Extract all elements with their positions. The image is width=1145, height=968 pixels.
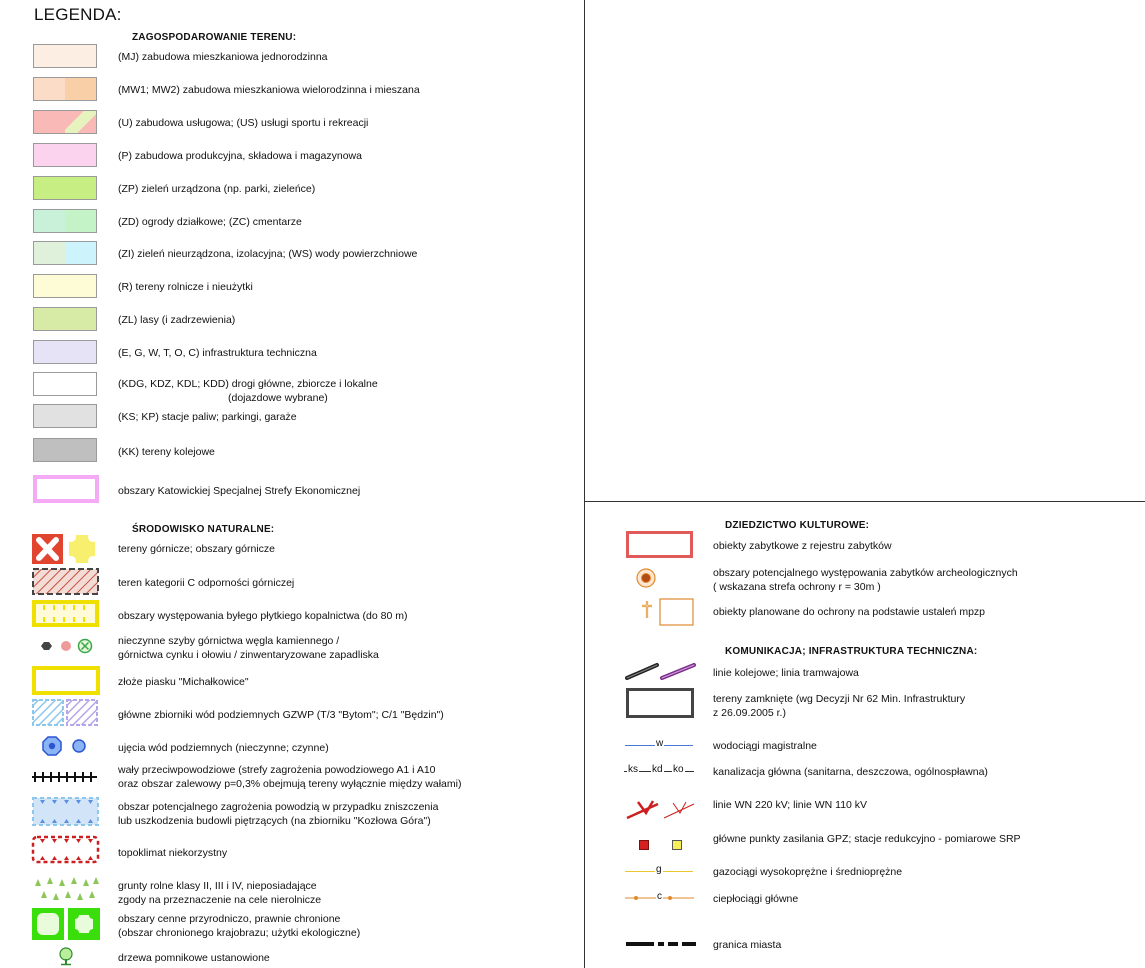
label-zd-zc: (ZD) ogrody działkowe; (ZC) cmentarze [118,216,302,228]
label-protected-areas: obszary cenne przyrodniczo, prawnie chronione [118,913,341,925]
label-category-c: teren kategorii C odporności górniczej [118,577,295,589]
monument-tree-icon [57,947,75,967]
label-mj: (MJ) zabudowa mieszkaniowa jednorodzinna [118,51,328,63]
unfavorable-topoclimate-icon [31,834,101,866]
swatch-zp [33,176,97,200]
section-nature: ŚRODOWISKO NATURALNE: [132,524,275,535]
label-kk: (KK) tereny kolejowe [118,446,215,458]
swatch-closed-areas [626,688,694,718]
label-mw: (MW1; MW2) zabudowa mieszkaniowa wielorodzinna i mieszana [118,84,420,96]
sewage-code-kd: kd [652,764,663,775]
label-planned-protection: obiekty planowane do ochrony na podstawie ustaleń mpzp [713,606,986,618]
label-flood-risk-2: lub uszkodzenia budowli piętrzących (na zbiorniku "Kozłowa Góra") [118,815,431,827]
water-main-code: w [656,738,664,749]
section-heritage: DZIEDZICTWO KULTUROWE: [725,520,870,531]
label-closed-areas: tereny zamknięte (wg Decyzji Nr 62 Min. Infrastruktury [713,693,966,705]
label-sewage: kanalizacja główna (sanitarna, deszczowa, ogólnospławna) [713,766,988,778]
archaeological-site-icon [635,567,657,589]
legend-title: LEGENDA: [34,5,122,24]
flood-risk-icon [31,796,101,828]
mine-shafts-icon [38,636,98,658]
label-high-voltage: linie WN 220 kV; linie WN 110 kV [713,799,868,811]
label-zi-ws: (ZI) zieleń nieurządzona, izolacyjna; (WS) wody powierzchniowe [118,248,418,260]
label-closed-areas-2: z 26.09.2005 r.) [713,707,786,719]
planned-protection-icon [638,598,698,626]
label-sand-deposit: złoże piasku "Michałkowice" [118,676,249,688]
heating-code: c [657,891,662,902]
swatch-p [33,143,97,167]
srp-icon [672,840,682,850]
column-divider [584,0,585,968]
label-ks-kp: (KS; KP) stacje paliw; parkingi, garaże [118,411,297,423]
protected-areas-icon [31,907,101,941]
label-protected-areas-2: (obszar chronionego krajobrazu; użytki ekologiczne) [118,927,361,939]
city-border-icon [624,939,698,949]
shallow-mining-icon [32,600,100,628]
category-c-icon [32,568,100,596]
mining-areas-icon [31,533,101,565]
label-r: (R) tereny rolnicze i nieużytki [118,281,253,293]
right-panel-divider [585,501,1145,502]
sewage-code-ko: ko [673,764,684,775]
swatch-mw [33,77,97,101]
railway-tram-icon [624,660,698,682]
label-gas: gazociągi wysokoprężne i średnioprężne [713,866,903,878]
label-heating: ciepłociągi główne [713,893,799,905]
label-mine-shafts: nieczynne szyby górnictwa węgla kamiennego / [118,635,340,647]
swatch-mj [33,44,97,68]
label-monument-trees: drzewa pomnikowe ustanowione [118,952,270,964]
label-archaeological-sites-2: ( wskazana strefa ochrony r = 30m ) [713,581,881,593]
swatch-infrastructure [33,340,97,364]
label-groundwater-reservoirs: główne zbiorniki wód podziemnych GZWP (T/3 "Bytom"; C/1 "Będzin") [118,709,444,721]
swatch-kk [33,438,97,462]
label-zl: (ZL) lasy (i zadrzewienia) [118,314,236,326]
sewage-code-ks: ks [628,764,638,775]
label-infrastructure: (E, G, W, T, O, C) infrastruktura techniczna [118,347,317,359]
swatch-registered-monuments [626,531,693,558]
swatch-ks-kp [33,404,97,428]
label-u-us: (U) zabudowa usługowa; (US) usługi sportu i rekreacji [118,117,369,129]
swatch-r [33,274,97,298]
label-mine-shafts-2: górnictwa cynku i ołowiu / zinwentaryzowane zapadliska [118,649,379,661]
swatch-roads [33,372,97,396]
label-flood-embankments: wały przeciwpowodziowe (strefy zagrożenia powodziowego A1 i A10 [118,764,436,776]
label-groundwater-intakes: ujęcia wód podziemnych (nieczynne; czynne) [118,742,329,754]
section-land-use: ZAGOSPODAROWANIE TERENU: [132,32,297,43]
label-roads-2: (dojazdowe wybrane) [228,392,328,404]
swatch-zl [33,307,97,331]
label-archaeological-sites: obszary potencjalnego występowania zabytków archeologicznych [713,567,1018,579]
swatch-sand-deposit [32,666,100,695]
label-flood-risk: obszar potencjalnego zagrożenia powodzią w przypadku zniszczenia [118,801,439,813]
groundwater-reservoirs-icon [31,698,101,728]
label-registered-monuments: obiekty zabytkowe z rejestru zabytków [713,540,892,552]
label-gpz-srp: główne punkty zasilania GPZ; stacje redukcyjno - pomiarowe SRP [713,833,1021,845]
section-transport: KOMUNIKACJA; INFRASTRUKTURA TECHNICZNA: [725,646,978,657]
label-zp: (ZP) zieleń urządzona (np. parki, zieleńce) [118,183,316,195]
flood-embankments-icon [31,770,99,784]
high-voltage-lines-icon [624,798,698,822]
label-unfavorable-topoclimate: topoklimat niekorzystny [118,847,228,859]
label-p: (P) zabudowa produkcyjna, składowa i magazynowa [118,150,362,162]
label-agricultural-soils-2: zgody na przeznaczenie na cele nierolnicze [118,894,322,906]
swatch-ksse [33,475,99,503]
label-flood-embankments-2: oraz obszar zalewowy p=0,3% obejmują tereny wyłącznie między wałami) [118,778,462,790]
label-roads: (KDG, KDZ, KDL; KDD) drogi główne, zbiorcze i lokalne [118,378,378,390]
label-mining-areas: tereny górnicze; obszary górnicze [118,543,275,555]
agricultural-soils-icon [31,874,101,904]
groundwater-intakes-icon [42,736,92,756]
swatch-zi-ws [33,241,97,265]
label-water-mains: wodociągi magistralne [713,740,817,752]
swatch-u-us [33,110,97,134]
label-city-border: granica miasta [713,939,782,951]
gas-code: g [656,864,662,875]
label-agricultural-soils: grunty rolne klasy II, III i IV, nieposiadające [118,880,317,892]
label-railway-tram: linie kolejowe; linia tramwajowa [713,667,859,679]
swatch-zd-zc [33,209,97,233]
label-ksse: obszary Katowickiej Specjalnej Strefy Ekonomicznej [118,485,361,497]
gpz-icon [639,840,649,850]
label-shallow-mining: obszary występowania byłego płytkiego kopalnictwa (do 80 m) [118,610,408,622]
